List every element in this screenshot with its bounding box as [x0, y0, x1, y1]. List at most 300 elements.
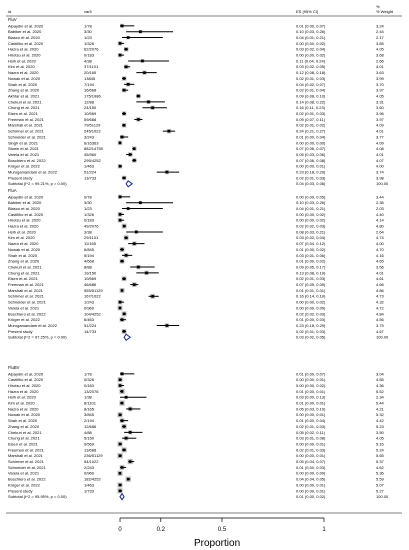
point-estimate	[121, 260, 124, 263]
es-ci-text: 0.01 (0.00, 0.04)	[296, 134, 326, 140]
weight-value: 4.70	[376, 246, 384, 252]
study-count: 7/194	[84, 81, 95, 87]
es-ci-text: 0.00 (0.00, 0.01)	[296, 482, 326, 488]
study-count: 59/688	[84, 116, 97, 122]
weight-value: 3.97	[376, 87, 384, 93]
study-name: Chung et al. 2021	[8, 435, 40, 441]
weight-value: 4.05	[376, 435, 384, 441]
study-count: 245/1022	[84, 128, 101, 134]
study-name: Kim et al. 2020	[8, 235, 35, 241]
study-row	[8, 300, 385, 305]
es-ci-text: 0.23 (0.18, 0.29)	[296, 169, 326, 175]
study-name: Marshall et al. 2021	[8, 287, 43, 293]
study-name: Alpaydin et al. 2020	[8, 371, 44, 377]
study-row	[8, 117, 385, 122]
x-ticks	[118, 518, 326, 533]
weight-value: 5.23	[376, 423, 384, 429]
study-name: Alpaydin et al. 2020	[8, 194, 44, 200]
study-name: Schirmer et al. 2021	[8, 293, 44, 299]
weight-value: 4.73	[376, 293, 384, 299]
study-count: 51/224	[84, 169, 97, 175]
weight-value: 3.50	[376, 429, 384, 435]
point-estimate	[151, 295, 154, 298]
weight-value: 5.32	[376, 412, 384, 418]
es-ci-text: 0.04 (0.01, 0.21)	[296, 205, 326, 211]
study-row	[8, 53, 385, 58]
study-name: Zhang et al. 2020	[8, 423, 40, 429]
study-count: 5/150	[84, 435, 95, 441]
study-count: 555/51129	[84, 287, 103, 293]
study-row	[8, 406, 385, 411]
point-estimate	[123, 112, 126, 115]
study-count: 13845	[84, 75, 96, 81]
study-name: Eisen et al. 2021	[8, 441, 38, 447]
study-row	[8, 482, 385, 487]
point-estimate	[119, 165, 122, 168]
study-name: Shah et al. 2020	[8, 81, 38, 87]
es-ci-text: 0.01 (0.00, 0.01)	[296, 388, 326, 394]
study-row	[8, 99, 385, 104]
study-count: 1/326	[84, 211, 95, 217]
study-name: Varela et al. 2021	[8, 151, 40, 157]
study-count: 4/38	[84, 58, 92, 64]
subtotal-label: Subtotal (I^2 = 95.95%, p = 0.00)	[8, 494, 67, 500]
weight-value: 3.68	[376, 52, 384, 58]
point-estimate	[119, 213, 122, 216]
point-estimate	[119, 454, 122, 457]
weight-value: 4.42	[376, 418, 384, 424]
study-count: 20/165	[84, 70, 97, 76]
point-estimate	[121, 390, 124, 393]
point-estimate	[123, 313, 126, 316]
study-count: 0/183	[84, 217, 95, 223]
point-estimate	[129, 460, 132, 463]
study-row	[8, 23, 385, 28]
weight-value: 3.63	[376, 70, 384, 76]
study-row	[8, 383, 385, 388]
subtotal-weight: 100.00	[376, 494, 389, 500]
study-name: Singh et al. 2021	[8, 140, 39, 146]
point-estimate	[123, 225, 126, 228]
point-estimate	[119, 378, 122, 381]
es-ci-text: 0.00 (0.00, 0.01)	[296, 441, 326, 447]
es-ci-text: 0.01 (0.00, 0.01)	[296, 400, 326, 406]
weight-value: 5.27	[376, 488, 384, 494]
weight-value: 5.59	[376, 476, 384, 482]
es-ci-text: 0.02 (0.01, 0.03)	[296, 328, 326, 334]
point-estimate	[119, 443, 122, 446]
group-label: FluV	[8, 17, 17, 22]
study-row	[8, 35, 385, 40]
study-name: Schneider et al. 2021	[8, 299, 46, 305]
header-es: ES (95% CI)	[296, 9, 319, 14]
es-ci-text: 0.00 (0.00, 0.00)	[296, 140, 326, 146]
study-name: Present study	[8, 488, 33, 494]
x-tick-label: 0	[118, 527, 122, 533]
weight-value: 2.66	[376, 58, 384, 64]
study-name: Blasco et al. 2020	[8, 34, 40, 40]
study-name: Schirmer et al. 2021	[8, 459, 44, 464]
study-count: 0/183	[84, 52, 95, 58]
es-ci-text: 0.09 (0.07, 0.11)	[296, 116, 326, 122]
weight-value: 4.62	[376, 464, 384, 470]
es-ci-text: 0.09 (0.08, 0.10)	[296, 93, 326, 99]
weight-value: 4.09	[376, 122, 384, 128]
point-estimate	[121, 248, 124, 251]
study-count: 1/78	[84, 371, 92, 377]
study-name: Chekuri et al. 2021	[8, 264, 42, 270]
subtotal-es-ci: 0.01 (0.00, 0.02)	[296, 494, 326, 500]
study-row	[8, 129, 385, 134]
point-estimate	[133, 242, 136, 245]
point-estimate	[125, 48, 128, 51]
subtotal-es-ci: 0.03 (0.02, 0.05)	[296, 334, 326, 340]
subtotal-row	[8, 494, 389, 500]
weight-value: 3.56	[376, 264, 384, 270]
es-ci-text: 0.05 (0.04, 0.07)	[296, 459, 326, 464]
study-row	[8, 224, 385, 229]
study-name: Zhang et al. 2020	[8, 258, 40, 264]
study-row	[8, 241, 385, 246]
study-name: Freeman et al. 2021	[8, 282, 44, 287]
point-estimate	[121, 318, 124, 321]
weight-value: 5.24	[376, 447, 384, 453]
es-ci-text: 0.10 (0.03, 0.26)	[296, 29, 326, 35]
es-ci-text: 0.00 (0.00, 0.02)	[296, 299, 326, 305]
weight-value: 4.16	[376, 252, 384, 258]
study-count: 11/165	[84, 241, 96, 247]
study-row	[8, 294, 385, 299]
point-estimate	[119, 54, 122, 57]
study-name: Hsih et al. 2020	[8, 394, 36, 400]
point-estimate	[119, 384, 122, 387]
point-estimate	[125, 437, 128, 440]
es-ci-text: 0.03 (0.01, 0.06)	[296, 252, 326, 258]
point-estimate	[145, 272, 148, 275]
es-ci-text: 0.01 (0.00, 0.02)	[296, 246, 326, 252]
study-count: 79/51129	[84, 122, 101, 128]
es-ci-text: 0.02 (0.01, 0.03)	[296, 423, 326, 429]
weight-value: 4.08	[376, 146, 384, 152]
study-name: Shah et al. 2020	[8, 418, 38, 424]
study-count: 1/326	[84, 40, 95, 46]
subtotal-label: Subtotal (I^2 = 99.21%, p = 0.00)	[8, 181, 67, 187]
study-count: 13/733	[84, 175, 97, 181]
point-estimate	[125, 254, 128, 257]
point-estimate	[143, 71, 146, 74]
study-count: 6/845	[84, 246, 95, 252]
weight-value: 4.80	[376, 223, 384, 229]
point-estimate	[123, 177, 126, 180]
study-row	[8, 264, 385, 269]
weight-value: 4.14	[376, 217, 384, 223]
study-name: Kim et al. 2020	[8, 400, 35, 406]
study-name: Marshall et al. 2021	[8, 453, 43, 459]
study-row	[8, 164, 385, 169]
study-row	[8, 276, 385, 281]
point-estimate	[119, 490, 122, 493]
study-count: 2/243	[84, 464, 95, 470]
study-name: Nowak et al. 2020	[8, 412, 41, 418]
es-ci-text: 0.00 (0.00, 0.02)	[296, 217, 326, 223]
weight-value: 4.84	[376, 311, 384, 317]
study-count: 1/463	[84, 163, 95, 169]
study-name: Chung et al. 2021	[8, 105, 40, 111]
study-name: Shah et al. 2020	[8, 252, 38, 258]
study-row	[8, 229, 385, 234]
study-name: Hazra et al. 2020	[8, 223, 39, 229]
es-ci-text: 0.23 (0.18, 0.29)	[296, 322, 326, 328]
group-label: FluBV	[8, 365, 20, 370]
study-row	[8, 453, 385, 458]
point-estimate	[119, 142, 122, 145]
point-estimate	[147, 101, 150, 104]
study-name: Boschiero et al. 2022	[8, 311, 46, 317]
weight-value: 2.17	[376, 34, 384, 40]
point-estimate	[121, 419, 124, 422]
study-count: 104/4252	[84, 311, 101, 317]
weight-value: 2.64	[376, 229, 384, 235]
es-ci-text: 0.07 (0.06, 0.08)	[296, 157, 326, 163]
study-name: Stowe et al. 2021	[8, 146, 39, 152]
point-estimate	[127, 207, 130, 210]
study-count: 0/569	[84, 441, 95, 447]
study-count: 1/243	[84, 299, 95, 305]
header-count: var5	[84, 9, 92, 14]
study-row	[8, 170, 385, 175]
study-count: 8/88	[84, 264, 92, 270]
study-row	[8, 218, 385, 223]
study-count: 5/194	[84, 252, 95, 258]
study-name: Nowak et al. 2020	[8, 246, 41, 252]
point-estimate	[129, 408, 132, 411]
point-estimate	[139, 30, 142, 33]
study-name: Schneider et al. 2021	[8, 464, 46, 470]
es-ci-text: 0.04 (0.04, 0.05)	[296, 476, 326, 482]
point-estimate	[119, 484, 122, 487]
weight-value: 4.66	[376, 282, 384, 287]
study-count: 1/38	[84, 394, 92, 400]
point-estimate	[121, 289, 124, 292]
weight-value: 4.85	[376, 377, 384, 383]
study-row	[8, 436, 385, 441]
subtotal-row	[8, 334, 389, 340]
weight-value: 5.07	[376, 482, 384, 488]
study-name: Castillho et al. 2020	[8, 40, 44, 46]
es-ci-text: 0.16 (0.11, 0.23)	[296, 105, 326, 111]
point-estimate	[121, 25, 124, 28]
point-estimate	[121, 136, 124, 139]
weight-value: 3.74	[376, 169, 384, 175]
study-count: 62/2076	[84, 46, 99, 52]
es-ci-text: 0.04 (0.02, 0.07)	[296, 81, 326, 87]
study-row	[8, 76, 385, 81]
study-row	[8, 58, 385, 63]
subtotal-diamond	[126, 181, 132, 187]
study-row	[8, 401, 385, 406]
study-count: 54/1022	[84, 459, 99, 464]
weight-value: 4.61	[376, 276, 384, 282]
study-name: Varela et al. 2021	[8, 470, 40, 476]
weight-value: 4.00	[376, 163, 384, 169]
es-ci-text: 0.01 (0.00, 0.03)	[296, 317, 326, 323]
weight-value: 4.07	[376, 157, 384, 163]
point-estimate	[119, 196, 122, 199]
study-row	[8, 140, 385, 145]
weight-value: 3.70	[376, 81, 384, 87]
study-name: Castillho et al. 2020	[8, 211, 44, 217]
study-count: 12/686	[84, 423, 97, 429]
study-row	[8, 194, 385, 199]
study-name: Boschiero et al. 2022	[8, 157, 46, 163]
study-name: Present study	[8, 328, 33, 334]
es-ci-text: 0.00 (0.00, 0.02)	[296, 52, 326, 58]
study-count: 0/326	[84, 377, 95, 383]
rows-layer	[8, 17, 389, 500]
weight-value: 5.52	[376, 388, 384, 394]
weight-value: 4.72	[376, 305, 384, 311]
study-name: Hsih et al. 2020	[8, 229, 36, 235]
weight-value: 3.44	[376, 194, 384, 200]
subtotal-es-ci: 0.04 (0.03, 0.06)	[296, 181, 326, 187]
weight-value: 4.00	[376, 241, 384, 247]
es-ci-text: 0.04 (0.01, 0.21)	[296, 34, 326, 40]
study-name: Hazra et al. 2020	[8, 388, 39, 394]
es-ci-text: 0.02 (0.01, 0.03)	[296, 175, 326, 181]
es-ci-text: 0.16 (0.14, 0.19)	[296, 293, 326, 299]
subtotal-diamond	[124, 334, 130, 340]
study-row	[8, 41, 385, 46]
es-ci-text: 0.07 (0.06, 0.07)	[296, 146, 326, 152]
es-ci-text: 0.02 (0.02, 0.03)	[296, 223, 326, 229]
es-ci-text: 0.02 (0.01, 0.03)	[296, 447, 326, 453]
study-count: 236/51129	[84, 453, 103, 459]
study-row	[8, 323, 385, 328]
study-row	[8, 175, 385, 180]
study-row	[8, 418, 385, 423]
study-count: 6/463	[84, 317, 95, 323]
study-row	[8, 329, 385, 334]
es-ci-text: 0.01 (0.00, 0.07)	[296, 371, 326, 377]
es-ci-text: 0.11 (0.04, 0.24)	[296, 58, 326, 64]
study-name: Nowak et al. 2020	[8, 75, 41, 81]
point-estimate	[151, 106, 154, 109]
study-count: 51/224	[84, 322, 97, 328]
study-count: 1/23	[84, 205, 92, 211]
point-estimate	[133, 283, 136, 286]
weight-value: 2.34	[376, 394, 384, 400]
study-row	[8, 235, 385, 240]
study-name: Hazra et al. 2020	[8, 46, 39, 52]
study-row	[8, 288, 385, 293]
weight-value: 3.98	[376, 175, 384, 181]
weight-value: 3.99	[376, 75, 384, 81]
study-count: 0/960	[84, 470, 95, 476]
study-count: 6/16363	[84, 140, 99, 146]
study-count: 12/88	[84, 99, 95, 105]
es-ci-text: 0.24 (0.21, 0.27)	[296, 128, 326, 134]
study-row	[8, 64, 385, 69]
subtotal-weight: 100.00	[376, 181, 389, 187]
weight-value: 4.32	[376, 299, 384, 305]
study-count: 3/30	[84, 200, 92, 206]
header-weight-top: %	[376, 4, 380, 9]
study-count: 8/1101	[84, 400, 96, 406]
study-count: 13/688	[84, 447, 97, 453]
es-ci-text: 0.03 (0.02, 0.05)	[296, 64, 326, 70]
x-tick-label: 0.2	[156, 527, 165, 533]
study-name: Krüger et al. 2022	[8, 482, 40, 488]
study-count: 19/150	[84, 270, 97, 276]
study-name: Murugamandam et al. 2022	[8, 169, 57, 175]
point-estimate	[125, 66, 128, 69]
point-estimate	[125, 396, 128, 399]
group-label: FluA	[8, 188, 17, 193]
study-name: Nazra et al. 2020	[8, 70, 39, 76]
study-count: 45/960	[84, 151, 97, 157]
study-count: 167/1022	[84, 293, 101, 299]
study-row	[8, 471, 385, 476]
point-estimate	[129, 153, 132, 156]
weight-value: 4.56	[376, 317, 384, 323]
es-ci-text: 0.00 (0.00, 0.01)	[296, 488, 326, 494]
es-ci-text: 0.01 (0.01, 0.01)	[296, 287, 326, 293]
weight-value: 4.86	[376, 287, 384, 293]
header-id: id	[8, 9, 12, 14]
study-count: 3/38	[84, 229, 92, 235]
study-count: 29/1101	[84, 235, 99, 241]
es-ci-text: 0.02 (0.01, 0.03)	[296, 75, 326, 81]
es-ci-text: 0.00 (0.00, 0.05)	[296, 194, 326, 200]
study-name: Alpaydin et al. 2020	[8, 23, 44, 29]
study-name: Chekuri et al. 2021	[8, 429, 42, 435]
point-estimate	[123, 89, 126, 92]
weight-value: 4.09	[376, 140, 384, 146]
study-row	[8, 158, 385, 163]
study-count: 13/2076	[84, 388, 99, 394]
point-estimate	[119, 42, 122, 45]
study-count: 37/1101	[84, 64, 99, 70]
x-tick-label: 1	[322, 527, 326, 533]
study-row	[8, 305, 385, 310]
study-count: 0/960	[84, 305, 95, 311]
study-count: 0/183	[84, 382, 95, 388]
point-estimate	[119, 472, 122, 475]
study-row	[8, 412, 385, 417]
point-estimate	[166, 324, 169, 327]
es-ci-text: 0.03 (0.00, 0.13)	[296, 394, 326, 400]
weight-value: 4.05	[376, 46, 384, 52]
point-estimate	[137, 266, 140, 269]
weight-value: 4.21	[376, 406, 384, 412]
es-ci-text: 0.05 (0.03, 0.10)	[296, 406, 326, 412]
study-name: Boschiero et al. 2022	[8, 476, 46, 482]
study-name: Nazra et al. 2020	[8, 406, 39, 412]
study-row	[8, 253, 385, 258]
study-count: 1/733	[84, 488, 95, 494]
point-estimate	[166, 171, 169, 174]
weight-value: 5.16	[376, 441, 384, 447]
subtotal-row	[8, 181, 389, 187]
study-name: Present study	[8, 175, 33, 181]
es-ci-text: 0.13 (0.08, 0.19)	[296, 270, 326, 276]
study-row	[8, 488, 385, 493]
study-name: Krüger et al. 2022	[8, 163, 40, 169]
study-name: Freeman et al. 2021	[8, 447, 44, 453]
weight-value: 4.40	[376, 211, 384, 217]
study-row	[8, 206, 385, 211]
study-name: Varela et al. 2021	[8, 305, 40, 311]
